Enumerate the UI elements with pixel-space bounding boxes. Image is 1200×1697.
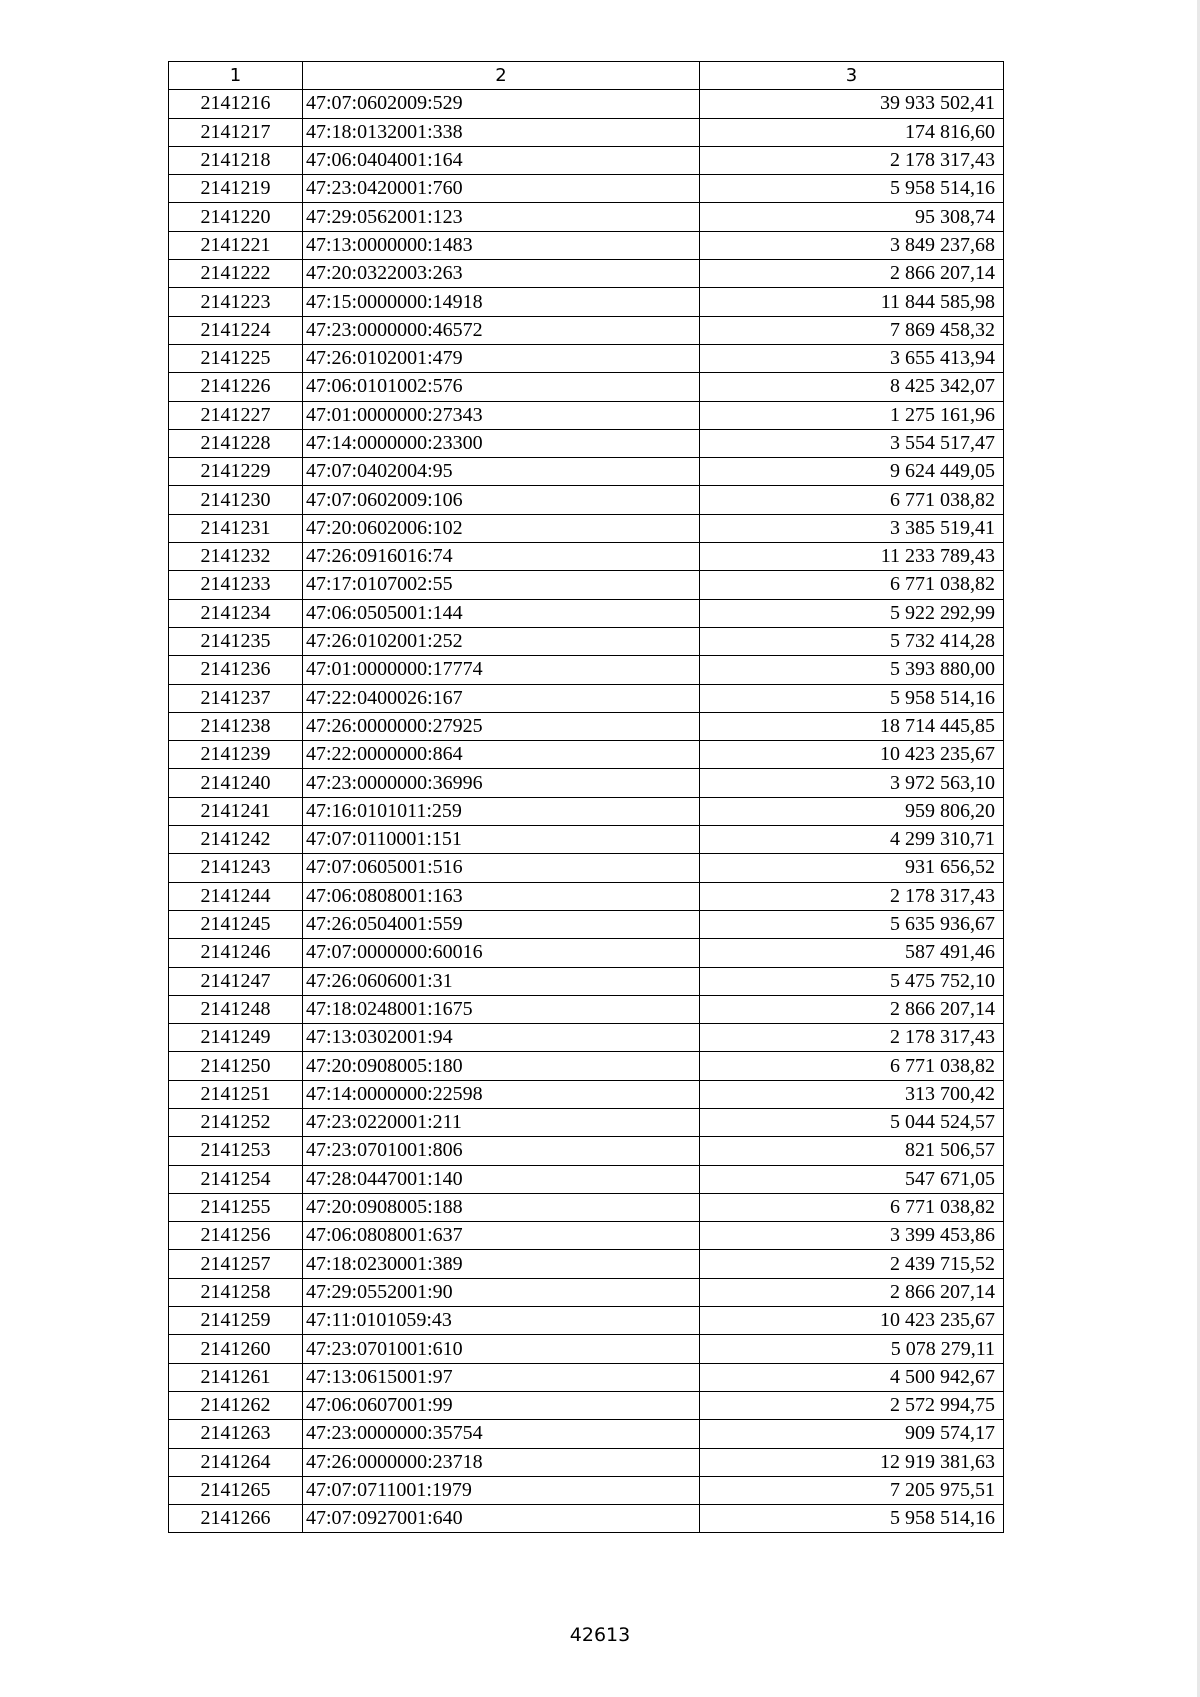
table-row bbox=[169, 203, 1004, 231]
value-cell: 3 849 237,68 bbox=[700, 231, 1004, 259]
cadastral-number-cell: 47:13:0302001:94 bbox=[303, 1024, 700, 1052]
table-row bbox=[169, 741, 1004, 769]
value-cell: 931 656,52 bbox=[700, 854, 1004, 882]
cadastral-number-cell: 47:20:0322003:263 bbox=[303, 260, 700, 288]
row-number-cell: 2141255 bbox=[169, 1193, 303, 1221]
table-row bbox=[169, 882, 1004, 910]
cadastral-number-cell: 47:14:0000000:23300 bbox=[303, 429, 700, 457]
cadastral-number-cell: 47:06:0101002:576 bbox=[303, 373, 700, 401]
value-cell: 6 771 038,82 bbox=[700, 486, 1004, 514]
row-number-cell: 2141232 bbox=[169, 543, 303, 571]
cadastral-number-cell: 47:26:0102001:479 bbox=[303, 344, 700, 372]
value-cell: 5 958 514,16 bbox=[700, 684, 1004, 712]
row-number-cell: 2141245 bbox=[169, 910, 303, 938]
table-row bbox=[169, 316, 1004, 344]
table-row bbox=[169, 486, 1004, 514]
table-row bbox=[169, 1250, 1004, 1278]
value-cell: 3 655 413,94 bbox=[700, 344, 1004, 372]
value-cell: 821 506,57 bbox=[700, 1137, 1004, 1165]
table-row bbox=[169, 1476, 1004, 1504]
row-number-cell: 2141247 bbox=[169, 967, 303, 995]
table-row bbox=[169, 175, 1004, 203]
cadastral-number-cell: 47:26:0000000:23718 bbox=[303, 1448, 700, 1476]
row-number-cell: 2141220 bbox=[169, 203, 303, 231]
table-row bbox=[169, 995, 1004, 1023]
row-number-cell: 2141242 bbox=[169, 826, 303, 854]
row-number-cell: 2141236 bbox=[169, 656, 303, 684]
row-number-cell: 2141256 bbox=[169, 1222, 303, 1250]
table-row bbox=[169, 939, 1004, 967]
value-cell: 11 233 789,43 bbox=[700, 543, 1004, 571]
row-number-cell: 2141266 bbox=[169, 1505, 303, 1533]
value-cell: 174 816,60 bbox=[700, 118, 1004, 146]
cadastral-number-cell: 47:23:0701001:610 bbox=[303, 1335, 700, 1363]
value-cell: 909 574,17 bbox=[700, 1420, 1004, 1448]
table-row bbox=[169, 90, 1004, 118]
value-cell: 5 958 514,16 bbox=[700, 1505, 1004, 1533]
cadastral-number-cell: 47:07:0402004:95 bbox=[303, 458, 700, 486]
table-row bbox=[169, 910, 1004, 938]
table-row bbox=[169, 514, 1004, 542]
value-cell: 5 393 880,00 bbox=[700, 656, 1004, 684]
cadastral-number-cell: 47:18:0230001:389 bbox=[303, 1250, 700, 1278]
cadastral-number-cell: 47:23:0220001:211 bbox=[303, 1108, 700, 1136]
cadastral-number-cell: 47:06:0808001:637 bbox=[303, 1222, 700, 1250]
row-number-cell: 2141221 bbox=[169, 231, 303, 259]
value-cell: 18 714 445,85 bbox=[700, 712, 1004, 740]
value-cell: 6 771 038,82 bbox=[700, 1052, 1004, 1080]
row-number-cell: 2141243 bbox=[169, 854, 303, 882]
cadastral-number-cell: 47:14:0000000:22598 bbox=[303, 1080, 700, 1108]
row-number-cell: 2141264 bbox=[169, 1448, 303, 1476]
row-number-cell: 2141235 bbox=[169, 627, 303, 655]
row-number-cell: 2141260 bbox=[169, 1335, 303, 1363]
cadastral-number-cell: 47:07:0602009:106 bbox=[303, 486, 700, 514]
table-row bbox=[169, 1108, 1004, 1136]
value-cell: 2 572 994,75 bbox=[700, 1391, 1004, 1419]
row-number-cell: 2141239 bbox=[169, 741, 303, 769]
value-cell: 5 922 292,99 bbox=[700, 599, 1004, 627]
page-number: 42613 bbox=[569, 1624, 631, 1646]
table-row bbox=[169, 797, 1004, 825]
row-number-cell: 2141219 bbox=[169, 175, 303, 203]
cadastral-number-cell: 47:01:0000000:17774 bbox=[303, 656, 700, 684]
row-number-cell: 2141259 bbox=[169, 1307, 303, 1335]
row-number-cell: 2141254 bbox=[169, 1165, 303, 1193]
row-number-cell: 2141253 bbox=[169, 1137, 303, 1165]
table-row bbox=[169, 769, 1004, 797]
table-row bbox=[169, 684, 1004, 712]
table-row bbox=[169, 627, 1004, 655]
cadastral-number-cell: 47:06:0404001:164 bbox=[303, 146, 700, 174]
cadastral-number-cell: 47:26:0606001:31 bbox=[303, 967, 700, 995]
value-cell: 3 399 453,86 bbox=[700, 1222, 1004, 1250]
value-cell: 2 178 317,43 bbox=[700, 1024, 1004, 1052]
cadastral-number-cell: 47:11:0101059:43 bbox=[303, 1307, 700, 1335]
table-row bbox=[169, 1363, 1004, 1391]
row-number-cell: 2141234 bbox=[169, 599, 303, 627]
cadastral-number-cell: 47:20:0908005:188 bbox=[303, 1193, 700, 1221]
row-number-cell: 2141244 bbox=[169, 882, 303, 910]
value-cell: 5 475 752,10 bbox=[700, 967, 1004, 995]
row-number-cell: 2141224 bbox=[169, 316, 303, 344]
table-row bbox=[169, 1335, 1004, 1363]
table-row bbox=[169, 458, 1004, 486]
value-cell: 959 806,20 bbox=[700, 797, 1004, 825]
table-row bbox=[169, 231, 1004, 259]
cadastral-number-cell: 47:18:0132001:338 bbox=[303, 118, 700, 146]
value-cell: 1 275 161,96 bbox=[700, 401, 1004, 429]
value-cell: 4 500 942,67 bbox=[700, 1363, 1004, 1391]
cadastral-number-cell: 47:06:0505001:144 bbox=[303, 599, 700, 627]
cadastral-number-cell: 47:26:0916016:74 bbox=[303, 543, 700, 571]
row-number-cell: 2141237 bbox=[169, 684, 303, 712]
table-row bbox=[169, 1222, 1004, 1250]
row-number-cell: 2141252 bbox=[169, 1108, 303, 1136]
cadastral-number-cell: 47:20:0602006:102 bbox=[303, 514, 700, 542]
cadastral-number-cell: 47:22:0000000:864 bbox=[303, 741, 700, 769]
cadastral-number-cell: 47:26:0000000:27925 bbox=[303, 712, 700, 740]
cadastral-number-cell: 47:29:0562001:123 bbox=[303, 203, 700, 231]
value-cell: 11 844 585,98 bbox=[700, 288, 1004, 316]
cadastral-number-cell: 47:17:0107002:55 bbox=[303, 571, 700, 599]
cadastral-number-cell: 47:26:0102001:252 bbox=[303, 627, 700, 655]
value-cell: 10 423 235,67 bbox=[700, 741, 1004, 769]
value-cell: 95 308,74 bbox=[700, 203, 1004, 231]
value-cell: 10 423 235,67 bbox=[700, 1307, 1004, 1335]
cadastral-number-cell: 47:23:0420001:760 bbox=[303, 175, 700, 203]
value-cell: 6 771 038,82 bbox=[700, 571, 1004, 599]
table-body bbox=[169, 90, 1004, 1533]
cadastral-number-cell: 47:23:0000000:46572 bbox=[303, 316, 700, 344]
value-cell: 313 700,42 bbox=[700, 1080, 1004, 1108]
table-row bbox=[169, 401, 1004, 429]
row-number-cell: 2141251 bbox=[169, 1080, 303, 1108]
row-number-cell: 2141265 bbox=[169, 1476, 303, 1504]
table-row bbox=[169, 543, 1004, 571]
row-number-cell: 2141249 bbox=[169, 1024, 303, 1052]
table-row bbox=[169, 1307, 1004, 1335]
table-row bbox=[169, 854, 1004, 882]
row-number-cell: 2141217 bbox=[169, 118, 303, 146]
table-row bbox=[169, 1165, 1004, 1193]
column-header-2: 2 bbox=[303, 62, 700, 90]
cadastral-number-cell: 47:07:0110001:151 bbox=[303, 826, 700, 854]
table-row bbox=[169, 1080, 1004, 1108]
row-number-cell: 2141226 bbox=[169, 373, 303, 401]
column-header-3: 3 bbox=[700, 62, 1004, 90]
value-cell: 2 866 207,14 bbox=[700, 260, 1004, 288]
cadastral-number-cell: 47:16:0101011:259 bbox=[303, 797, 700, 825]
table-row bbox=[169, 826, 1004, 854]
table-row bbox=[169, 1024, 1004, 1052]
table-row bbox=[169, 118, 1004, 146]
value-cell: 8 425 342,07 bbox=[700, 373, 1004, 401]
table-row bbox=[169, 344, 1004, 372]
value-cell: 4 299 310,71 bbox=[700, 826, 1004, 854]
value-cell: 3 972 563,10 bbox=[700, 769, 1004, 797]
table-row bbox=[169, 1052, 1004, 1080]
table-row bbox=[169, 967, 1004, 995]
value-cell: 7 205 975,51 bbox=[700, 1476, 1004, 1504]
value-cell: 6 771 038,82 bbox=[700, 1193, 1004, 1221]
value-cell: 5 958 514,16 bbox=[700, 175, 1004, 203]
row-number-cell: 2141238 bbox=[169, 712, 303, 740]
value-cell: 2 439 715,52 bbox=[700, 1250, 1004, 1278]
table-row bbox=[169, 1420, 1004, 1448]
row-number-cell: 2141223 bbox=[169, 288, 303, 316]
table-row bbox=[169, 146, 1004, 174]
value-cell: 2 866 207,14 bbox=[700, 995, 1004, 1023]
row-number-cell: 2141231 bbox=[169, 514, 303, 542]
table-row bbox=[169, 1505, 1004, 1533]
cadastral-number-cell: 47:26:0504001:559 bbox=[303, 910, 700, 938]
value-cell: 2 178 317,43 bbox=[700, 146, 1004, 174]
cadastral-number-cell: 47:23:0000000:36996 bbox=[303, 769, 700, 797]
row-number-cell: 2141216 bbox=[169, 90, 303, 118]
cadastral-number-cell: 47:01:0000000:27343 bbox=[303, 401, 700, 429]
table-row bbox=[169, 429, 1004, 457]
row-number-cell: 2141229 bbox=[169, 458, 303, 486]
cadastral-number-cell: 47:15:0000000:14918 bbox=[303, 288, 700, 316]
row-number-cell: 2141257 bbox=[169, 1250, 303, 1278]
row-number-cell: 2141233 bbox=[169, 571, 303, 599]
value-cell: 3 554 517,47 bbox=[700, 429, 1004, 457]
cadastral-number-cell: 47:28:0447001:140 bbox=[303, 1165, 700, 1193]
row-number-cell: 2141248 bbox=[169, 995, 303, 1023]
row-number-cell: 2141241 bbox=[169, 797, 303, 825]
value-cell: 2 178 317,43 bbox=[700, 882, 1004, 910]
table-row bbox=[169, 1448, 1004, 1476]
cadastral-number-cell: 47:22:0400026:167 bbox=[303, 684, 700, 712]
value-cell: 9 624 449,05 bbox=[700, 458, 1004, 486]
value-cell: 3 385 519,41 bbox=[700, 514, 1004, 542]
table-row bbox=[169, 712, 1004, 740]
cadastral-number-cell: 47:07:0602009:529 bbox=[303, 90, 700, 118]
value-cell: 587 491,46 bbox=[700, 939, 1004, 967]
cadastral-number-cell: 47:06:0607001:99 bbox=[303, 1391, 700, 1419]
value-cell: 5 732 414,28 bbox=[700, 627, 1004, 655]
table-row bbox=[169, 599, 1004, 627]
column-header-1: 1 bbox=[169, 62, 303, 90]
table-row bbox=[169, 1137, 1004, 1165]
cadastral-number-cell: 47:07:0711001:1979 bbox=[303, 1476, 700, 1504]
table-row bbox=[169, 1278, 1004, 1306]
table-row bbox=[169, 656, 1004, 684]
row-number-cell: 2141261 bbox=[169, 1363, 303, 1391]
value-cell: 12 919 381,63 bbox=[700, 1448, 1004, 1476]
value-cell: 7 869 458,32 bbox=[700, 316, 1004, 344]
cadastral-number-cell: 47:13:0615001:97 bbox=[303, 1363, 700, 1391]
cadastral-number-cell: 47:07:0927001:640 bbox=[303, 1505, 700, 1533]
cadastral-number-cell: 47:29:0552001:90 bbox=[303, 1278, 700, 1306]
value-cell: 2 866 207,14 bbox=[700, 1278, 1004, 1306]
row-number-cell: 2141262 bbox=[169, 1391, 303, 1419]
cadastral-number-cell: 47:07:0000000:60016 bbox=[303, 939, 700, 967]
row-number-cell: 2141218 bbox=[169, 146, 303, 174]
table-header-row bbox=[169, 62, 1004, 90]
value-cell: 39 933 502,41 bbox=[700, 90, 1004, 118]
table-row bbox=[169, 1193, 1004, 1221]
cadastral-number-cell: 47:23:0000000:35754 bbox=[303, 1420, 700, 1448]
row-number-cell: 2141228 bbox=[169, 429, 303, 457]
cadastral-number-cell: 47:20:0908005:180 bbox=[303, 1052, 700, 1080]
row-number-cell: 2141250 bbox=[169, 1052, 303, 1080]
value-cell: 5 078 279,11 bbox=[700, 1335, 1004, 1363]
row-number-cell: 2141263 bbox=[169, 1420, 303, 1448]
table-row bbox=[169, 373, 1004, 401]
cadastral-number-cell: 47:23:0701001:806 bbox=[303, 1137, 700, 1165]
row-number-cell: 2141258 bbox=[169, 1278, 303, 1306]
value-cell: 5 635 936,67 bbox=[700, 910, 1004, 938]
value-cell: 547 671,05 bbox=[700, 1165, 1004, 1193]
cadastral-number-cell: 47:18:0248001:1675 bbox=[303, 995, 700, 1023]
row-number-cell: 2141225 bbox=[169, 344, 303, 372]
cadastral-number-cell: 47:06:0808001:163 bbox=[303, 882, 700, 910]
row-number-cell: 2141230 bbox=[169, 486, 303, 514]
cadastral-number-cell: 47:13:0000000:1483 bbox=[303, 231, 700, 259]
table-row bbox=[169, 1391, 1004, 1419]
cadastral-value-table bbox=[168, 61, 1004, 1533]
row-number-cell: 2141222 bbox=[169, 260, 303, 288]
row-number-cell: 2141246 bbox=[169, 939, 303, 967]
cadastral-number-cell: 47:07:0605001:516 bbox=[303, 854, 700, 882]
row-number-cell: 2141227 bbox=[169, 401, 303, 429]
table-row bbox=[169, 288, 1004, 316]
table-row bbox=[169, 260, 1004, 288]
value-cell: 5 044 524,57 bbox=[700, 1108, 1004, 1136]
row-number-cell: 2141240 bbox=[169, 769, 303, 797]
table-row bbox=[169, 571, 1004, 599]
